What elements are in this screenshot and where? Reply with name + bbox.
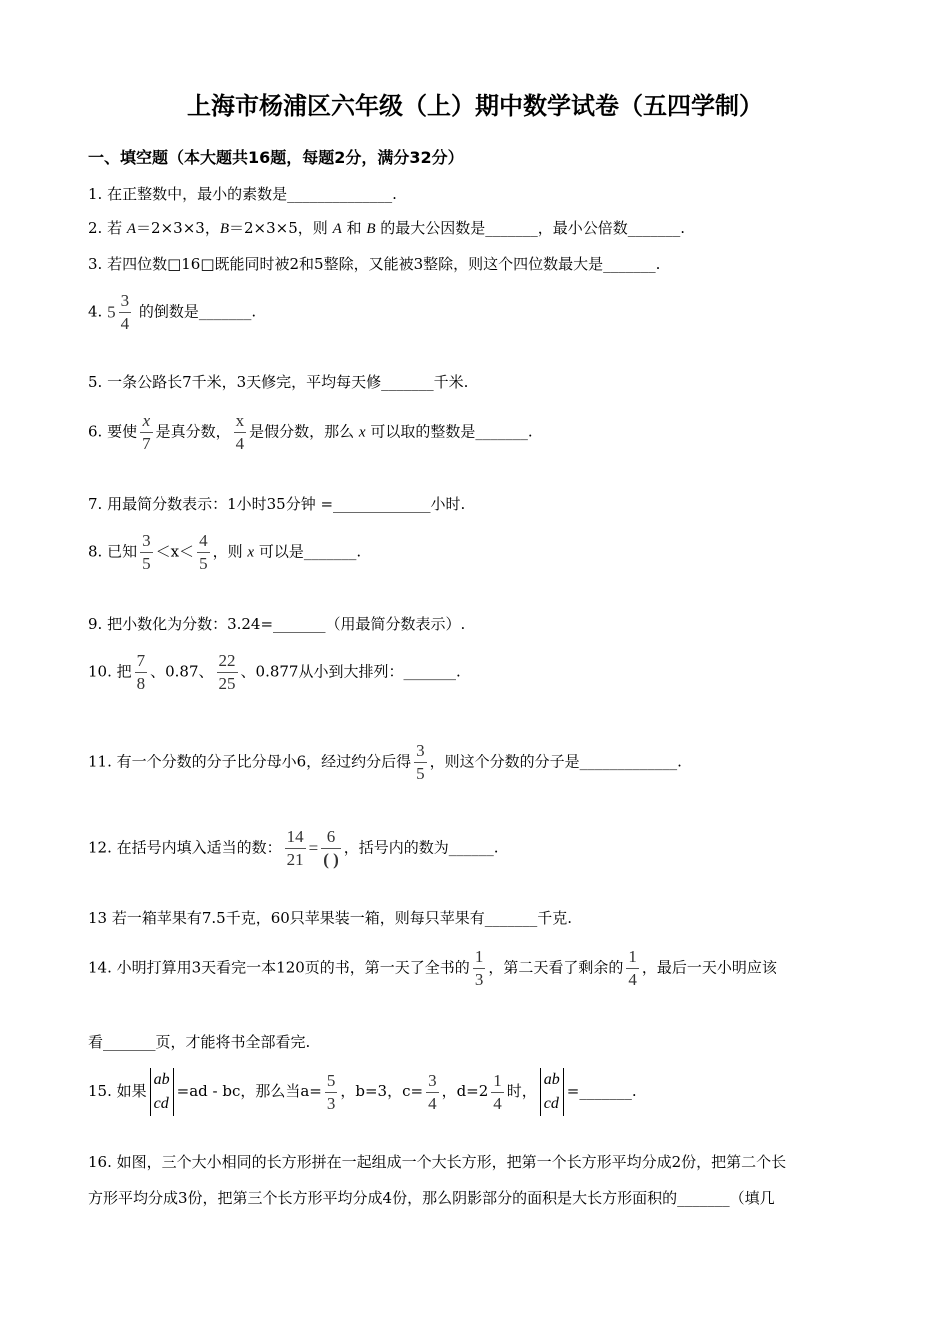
question-10 <box>88 650 461 695</box>
q4-numerator: 3 <box>119 290 132 313</box>
q2-text: 的最大公因数是_______，最小公倍数_______. <box>380 219 686 237</box>
page-title: 上海市杨浦区六年级（上）期中数学试卷（五四学制） <box>187 92 763 120</box>
q6-text: 是假分数，那么 <box>249 422 355 441</box>
q4-text: 的倒数是_______. <box>138 302 257 321</box>
question-7: 7. 用最简分数表示：1小时35分钟 =_____________小时. <box>88 495 466 513</box>
question-12 <box>88 826 499 871</box>
q14-text: ，第二天看了剩余的 <box>488 958 624 977</box>
q15-text: ，d=2 <box>441 1082 489 1100</box>
q14-f2-denominator: 4 <box>628 970 637 989</box>
question-11 <box>88 740 682 785</box>
q6-text: 可以取的整数是_______. <box>370 422 533 441</box>
q14-text: ，最后一天小明应该 <box>641 958 777 977</box>
q14-fraction-1 <box>473 946 486 991</box>
q14-f1-numerator: 1 <box>473 946 486 969</box>
q8-inequality: ＜x＜ <box>155 542 195 561</box>
q15-det-row-1: ab <box>153 1071 170 1088</box>
q8-fraction-1 <box>140 530 153 575</box>
q2-text: ＝2×3×3， <box>136 219 220 237</box>
q15-d-denominator: 4 <box>493 1093 502 1113</box>
q15-text: a= <box>300 1082 322 1100</box>
question-4 <box>88 290 256 335</box>
q12-text: 12. 在括号内填入适当的数： <box>88 838 282 857</box>
question-16-line-1: 16. 如图，三个大小相同的长方形拼在一起组成一个大长方形，把第一个长方形平均分成2份，把第二个长 <box>88 1153 787 1171</box>
q8-var-x: x <box>247 544 255 561</box>
q8-f2-denominator: 5 <box>199 554 208 573</box>
q15-a-numerator: 5 <box>325 1070 338 1093</box>
q12-f1-numerator: 14 <box>285 826 306 849</box>
q15-fraction-c <box>426 1070 439 1115</box>
q2-var-a: A <box>332 221 342 237</box>
q15-det2-row-1: ab <box>543 1071 560 1088</box>
q14-f1-denominator: 3 <box>474 970 484 989</box>
q15-determinant <box>150 1068 174 1116</box>
q8-text: ，则 <box>212 542 243 561</box>
q8-f1-numerator: 3 <box>140 530 153 553</box>
q12-f2-denominator: ( ) <box>323 850 339 869</box>
q6-f1-denominator: 7 <box>142 434 151 453</box>
q14-fraction-2 <box>626 946 639 991</box>
q2-var-b: B <box>219 221 229 237</box>
q6-var-x: x <box>358 424 366 441</box>
section-heading: 一、填空题（本大题共16题，每题2分，满分32分） <box>88 148 464 167</box>
q2-text: 2. 若 <box>88 219 123 237</box>
q6-text: 是真分数， <box>155 422 231 441</box>
question-8 <box>88 530 361 575</box>
q6-fraction-1 <box>140 410 153 455</box>
question-13: 13 若一箱苹果有7.5千克，60只苹果装一箱，则每只苹果有_______千克. <box>88 909 573 927</box>
q6-f2-denominator: 4 <box>235 434 245 453</box>
q12-fraction-1 <box>285 826 306 871</box>
q15-det-row-2: cd <box>153 1095 169 1112</box>
q6-text: 6. 要使 <box>88 422 138 441</box>
q11-text: ，则这个分数的分子是_____________. <box>429 752 682 771</box>
q8-f2-numerator: 4 <box>197 530 210 553</box>
q15-text: =ad - bc，那么当 <box>176 1082 301 1100</box>
q15-d-numerator: 1 <box>491 1070 504 1093</box>
q11-text: 11. 有一个分数的分子比分母小6，经过约分后得 <box>88 752 412 771</box>
q15-text: =_______. <box>566 1082 637 1100</box>
question-14 <box>88 946 777 991</box>
q14-f2-numerator: 1 <box>626 946 639 969</box>
q12-f2-numerator: 6 <box>321 826 341 849</box>
q15-c-denominator: 4 <box>428 1093 437 1113</box>
q15-text: ，b=3，c= <box>340 1082 424 1100</box>
q15-text: 15. 如果 <box>88 1082 147 1100</box>
q12-equals: = <box>308 838 319 858</box>
q10-text: 、0.877从小到大排列：_______. <box>240 662 461 681</box>
q10-f2-numerator: 22 <box>217 650 238 673</box>
q4-label: 4. <box>88 302 103 321</box>
q4-fraction <box>119 290 132 335</box>
q8-f1-denominator: 5 <box>142 554 151 573</box>
question-9: 9. 把小数化为分数：3.24=_______（用最简分数表示）. <box>88 615 466 633</box>
q12-text: ，括号内的数为______. <box>343 838 499 857</box>
q15-determinant-2 <box>540 1068 564 1116</box>
q11-fraction <box>414 740 427 785</box>
question-6 <box>88 410 533 455</box>
question-16-line-2: 方形平均分成3份，把第三个长方形平均分成4份，那么阴影部分的面积是大长方形面积的_______（填几 <box>88 1189 775 1207</box>
q4-denominator: 4 <box>120 314 130 333</box>
q4-whole: 5 <box>107 302 116 322</box>
q12-fraction-2 <box>321 826 341 871</box>
q10-text: 10. 把 <box>88 662 132 681</box>
q2-text: ＝2×3×5，则 <box>229 219 328 237</box>
q8-text: 8. 已知 <box>88 542 138 561</box>
q15-det2-row-2: cd <box>543 1095 559 1112</box>
q2-text: 和 <box>346 219 362 237</box>
question-2 <box>88 218 685 239</box>
question-3: 3. 若四位数□16□既能同时被2和5整除，又能被3整除，则这个四位数最大是_______. <box>88 255 661 273</box>
q14-text: 14. 小明打算用3天看完一本120页的书，第一天了全书的 <box>88 958 470 977</box>
q15-a-denominator: 3 <box>326 1093 336 1113</box>
question-1: 1. 在正整数中，最小的素数是______________. <box>88 185 397 203</box>
q15-fraction-a <box>325 1070 338 1115</box>
question-14-line-2: 看_______页，才能将书全部看完. <box>88 1033 311 1051</box>
q12-f1-denominator: 21 <box>286 850 304 869</box>
q6-f1-numerator: x <box>140 410 153 433</box>
question-15 <box>88 1068 637 1116</box>
q8-text: 可以是_______. <box>258 542 362 561</box>
q15-text: 时， <box>506 1082 537 1100</box>
q6-f2-numerator: x <box>234 410 247 433</box>
q8-fraction-2 <box>197 530 210 575</box>
question-5: 5. 一条公路长7千米，3天修完，平均每天修_______千米. <box>88 373 469 391</box>
q10-text: 、0.87、 <box>150 662 214 681</box>
q2-var-b: B <box>366 221 376 237</box>
q2-var-a: A <box>126 221 137 237</box>
q10-f2-denominator: 25 <box>218 674 236 693</box>
q11-numerator: 3 <box>414 740 427 763</box>
q10-fraction-2 <box>217 650 238 695</box>
q15-fraction-d <box>491 1070 504 1115</box>
q6-fraction-2 <box>234 410 247 455</box>
q10-fraction-1 <box>135 650 148 695</box>
q10-f1-denominator: 8 <box>136 674 146 693</box>
q11-denominator: 5 <box>416 764 425 783</box>
q15-c-numerator: 3 <box>426 1070 439 1093</box>
q10-f1-numerator: 7 <box>135 650 148 673</box>
